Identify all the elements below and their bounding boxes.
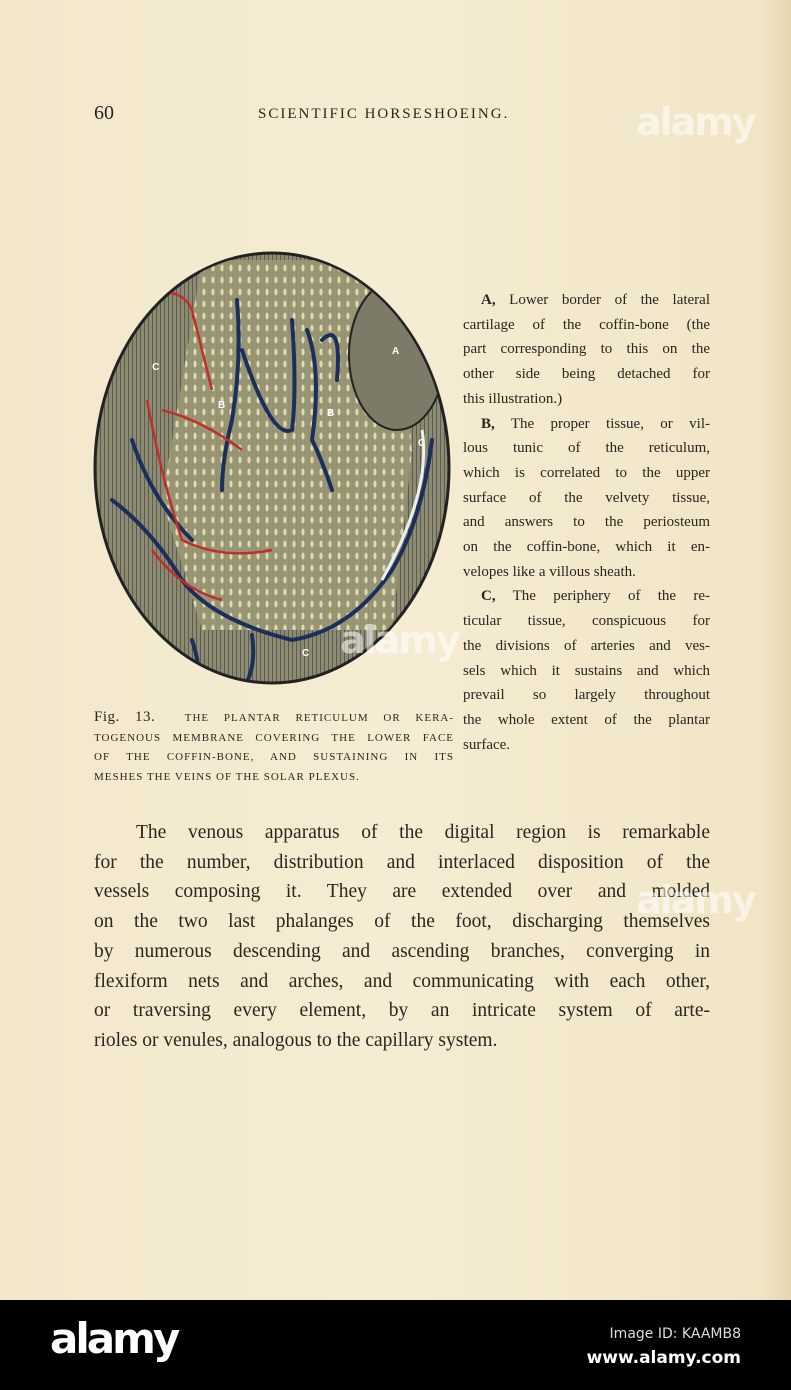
legend-line: [463, 313, 710, 338]
legend-line: [463, 337, 710, 362]
legend-line: [463, 412, 710, 437]
legend-text: velopes like a villous sheath.: [463, 563, 636, 580]
legend-text: prevail so largely throughout: [463, 687, 710, 704]
body-line: by numerous descending and ascending branches, converging in: [94, 940, 710, 962]
legend-text: sels which it sustains and which: [463, 662, 710, 679]
body-line: for the number, distribution and interlaced disposition of the: [94, 851, 710, 873]
legend-line: [463, 609, 710, 634]
figure-label-b2: B: [327, 408, 335, 419]
legend-line: [463, 584, 710, 609]
page-number: 60: [94, 102, 114, 124]
legend-line: [463, 387, 710, 412]
legend-text: and answers to the periosteum: [463, 514, 710, 531]
body-line: rioles or venules, analogous to the capillary system.: [94, 1029, 498, 1051]
caption-line: OF THE COFFIN-BONE, AND SUSTAINING IN ITS: [94, 751, 454, 763]
body-line: flexiform nets and arches, and communicating with each other,: [94, 970, 710, 992]
figure-label-c2: C: [418, 438, 426, 449]
legend-line: [463, 733, 710, 758]
watermark: alamy: [636, 878, 755, 922]
watermark: alamy: [636, 100, 755, 144]
legend-text: the divisions of arteries and ves-: [463, 637, 710, 654]
legend-text: ticular tissue, conspicuous for: [463, 613, 710, 630]
body-line: The venous apparatus of the digital region is remarkable: [136, 822, 710, 843]
legend-text: The proper tissue, or vil-: [494, 415, 710, 432]
legend-line: [463, 708, 710, 733]
figure-caption: [94, 708, 454, 787]
figure-label-b1: B: [218, 400, 226, 411]
legend-text: surface of the velvety tissue,: [463, 489, 710, 506]
legend-text: The periphery of the re-: [495, 588, 710, 605]
legend-text: this illustration.): [463, 390, 563, 407]
figure-legend: [463, 288, 710, 757]
site-url: www.alamy.com: [586, 1348, 741, 1368]
legend-key: A,: [481, 292, 496, 308]
figure-label-c1: C: [152, 362, 160, 373]
legend-text: on the coffin-bone, which it en-: [463, 539, 710, 556]
legend-line: [463, 634, 710, 659]
legend-key: B,: [481, 415, 495, 432]
legend-line: [463, 362, 710, 387]
legend-line: [463, 288, 710, 313]
legend-text: the whole extent of the plantar: [463, 711, 710, 728]
image-id: Image ID: KAAMB8: [609, 1326, 741, 1342]
figure-label-c3: C: [302, 648, 310, 659]
legend-line: [463, 510, 710, 535]
caption-line: MESHES THE VEINS OF THE SOLAR PLEXUS.: [94, 770, 360, 783]
legend-text: surface.: [463, 736, 511, 753]
alamy-logo: alamy: [50, 1314, 178, 1363]
figure-label-a: A: [392, 346, 400, 357]
legend-text: which is correlated to the upper: [463, 464, 710, 481]
legend-text: lous tunic of the reticulum,: [463, 440, 710, 457]
legend-line: [463, 560, 710, 585]
caption-line: Fig. 13. THE PLANTAR RETICULUM OR KERA-: [94, 709, 455, 725]
caption-line: TOGENOUS MEMBRANE COVERING THE LOWER FACE: [94, 731, 454, 744]
legend-line: [463, 535, 710, 560]
legend-line: [463, 659, 710, 684]
body-line: on the two last phalanges of the foot, discharging themselves: [94, 911, 710, 933]
legend-text: cartilage of the coffin-bone (the: [463, 316, 710, 333]
legend-text: Lower border of the lateral: [495, 292, 710, 308]
legend-line: [463, 683, 710, 708]
legend-line: [463, 436, 710, 461]
legend-text: other side being detached for: [463, 366, 710, 383]
body-line: or traversing every element, by an intricate system of arte-: [94, 1000, 710, 1022]
legend-text: part corresponding to this on the: [463, 341, 710, 358]
legend-key: C,: [481, 588, 496, 605]
body-paragraph: [94, 818, 710, 1056]
running-title: SCIENTIFIC HORSESHOEING.: [258, 106, 510, 122]
legend-line: [463, 486, 710, 511]
legend-line: [463, 461, 710, 486]
watermark: alamy: [340, 618, 459, 662]
footer-bar: [0, 1300, 791, 1390]
body-line: vessels composing it. They are extended over and molded: [94, 881, 710, 903]
